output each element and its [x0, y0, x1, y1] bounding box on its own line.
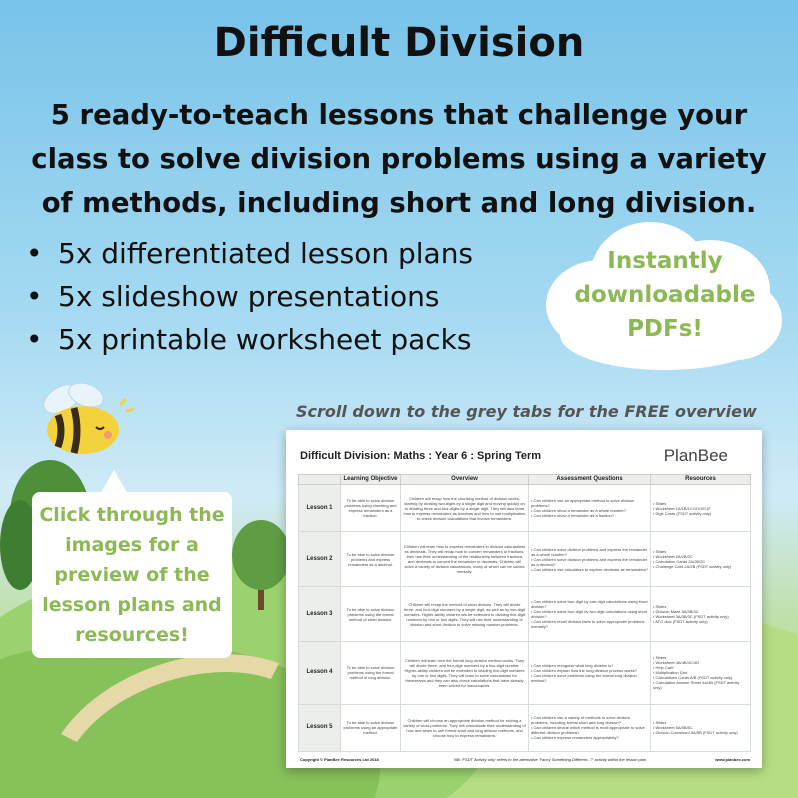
- website-text: www.planbee.com: [715, 757, 750, 762]
- table-row: [299, 704, 751, 751]
- cell-resources: • Slides • Worksheet 2A/2B/2C • Calculation Cards 2A/2B/2C • Challenge Card 2A/2B (FSDT activity only): [651, 532, 751, 587]
- cell-lesson: Lesson 1: [299, 485, 341, 532]
- cell-objective: To be able to solve division problems using the formal method of long division.: [341, 642, 401, 705]
- cell-lesson: Lesson 2: [299, 532, 341, 587]
- bee-icon: [28, 375, 138, 465]
- scroll-note: Scroll down to the grey tabs for the FREE overview: [296, 402, 757, 421]
- feature-item: • 5x slideshow presentations: [26, 275, 473, 318]
- cell-lesson: Lesson 4: [299, 642, 341, 705]
- cell-lesson: Lesson 3: [299, 587, 341, 642]
- column-header: Resources: [651, 475, 751, 485]
- feature-item: • 5x printable worksheet packs: [26, 318, 473, 361]
- cell-objective: To be able to solve division problems using an appropriate method.: [341, 704, 401, 751]
- cell-assessment: • Can children use an appropriate method to solve division problems? • Can children show a remainder as a whole number? • Can children show a remainder as a fraction?: [529, 485, 651, 532]
- cell-resources: • Slides • Division Maze 3A/3B/3C • Worksheet 3A/3B/3C (FSDT activity only) • ATG dice (FSDT activity only): [651, 587, 751, 642]
- column-header: Assessment Questions: [529, 475, 651, 485]
- cell-objective: To be able to solve division problems using the formal method of short division.: [341, 587, 401, 642]
- planbee-logo: PlanBee: [663, 446, 728, 465]
- table-header-row: [299, 475, 751, 485]
- cell-resources: • Slides • Worksheet 4A/4B/4C/4D • Help Card • Multiplication Grid • Calculations Cards A/B (FSDT activity only) • Calculation Answer Sheet 4A/4B (FSDT activity only): [651, 642, 751, 705]
- table-row: [299, 642, 751, 705]
- cell-objective: To be able to solve division problems using chunking and express remainders as a fraction.: [341, 485, 401, 532]
- cell-assessment: • Can children solve four-digit by one-digit calculations using short division? • Can children solve four-digit by two-digit calculations using short division? • Can children recall division facts to solve appropriate problems mentally?: [529, 587, 651, 642]
- column-header: [299, 475, 341, 485]
- column-header: Overview: [401, 475, 529, 485]
- callout-text: Click through the images for a preview of the lesson plans and resources!: [39, 504, 225, 646]
- cell-lesson: Lesson 5: [299, 704, 341, 751]
- cell-assessment: • Can children recognise what long division is? • Can children explain how the long division process works? • Can children solve problems using the formal long division method?: [529, 642, 651, 705]
- subtitle: 5 ready-to-teach lessons that challenge your class to solve division problems using a variety of methods, including short and long division.: [31, 99, 767, 219]
- page-title: Difficult Division: [213, 20, 585, 66]
- copyright-text: Copyright © PlanBee Resources Ltd 2018: [300, 757, 379, 762]
- cell-objective: To be able to solve division problems and express remainders as a decimal.: [341, 532, 401, 587]
- table-row: [299, 485, 751, 532]
- cloud-text: Instantly downloadable PDFs!: [574, 248, 756, 342]
- lesson-table: [298, 474, 751, 752]
- cell-assessment: • Can children use a variety of methods to solve division problems, including formal short and long division? • Can children decide which method is most appropriate to solve different division problems? • Can children express remainders appropriately?: [529, 704, 651, 751]
- cell-resources: • Slides • Worksheet 5A/5B/5C • Division Crossword 5A/5B (FSDT activity only): [651, 704, 751, 751]
- table-row: [299, 532, 751, 587]
- overview-document[interactable]: [286, 430, 762, 768]
- cell-overview: Children will learn how the formal long division method works. They will divide three- and four-digit numbers by a two-digit number. Higher-ability children will be extended to dividing five-digit numbers by one or two digits. They will learn to solve calculations for themselves and they can also check calculations that have already been solved for inaccuracies.: [401, 642, 529, 705]
- document-title: Difficult Division: Maths : Year 6 : Spring Term: [300, 450, 542, 462]
- column-header: Learning Objective: [341, 475, 401, 485]
- cell-overview: Children will recap the method of short division. They will divide three- and four-digit numbers by a single digit, as well as by two-digit numbers. Higher-ability children will be extended to dividing five-digit numbers by one or two digits. They will use their understanding of division and short division to solve missing number problems.: [401, 587, 529, 642]
- cell-overview: Children will learn how to express remainders in division calculations as decimals. They will recap how to convert remainders to fractions, then use their understanding of the relationship between fractions and decimals to convert the remainder to decimals. Children will solve a variety of division calculations, many of which can be solved mentally.: [401, 532, 529, 587]
- cell-assessment: • Can children solve division problems and express the remainder as a whole number? • Can children solve division problems and express the remainder as a decimal? • Can children use calculators to explore decimals as remainders?: [529, 532, 651, 587]
- feature-item: • 5x differentiated lesson plans: [26, 232, 473, 275]
- cell-overview: Children will recap how the chunking method of division works, starting by dividing two-digits by a single digit and moving quickly on to dividing three and four-digits by a single digit. They will also learn how to express remainders as fractions and how to use multiplication to check division calculations that involve remainders.: [401, 485, 529, 532]
- cell-resources: • Slides • Worksheet 1A/1B/1C/1D/1E/1F • Digit Cards (FSDT activity only): [651, 485, 751, 532]
- cell-overview: Children will choose an appropriate division method for solving a variety of word problems. They will consolidate their understanding of how and when to use formal short and long division methods, and choose how to express remainders.: [401, 704, 529, 751]
- table-row: [299, 587, 751, 642]
- feature-list: [26, 232, 473, 361]
- footer-note: NB: 'FSDT Activity only' refers to the alternative 'Fancy Something Different...?' activity within the lesson plan: [454, 757, 647, 762]
